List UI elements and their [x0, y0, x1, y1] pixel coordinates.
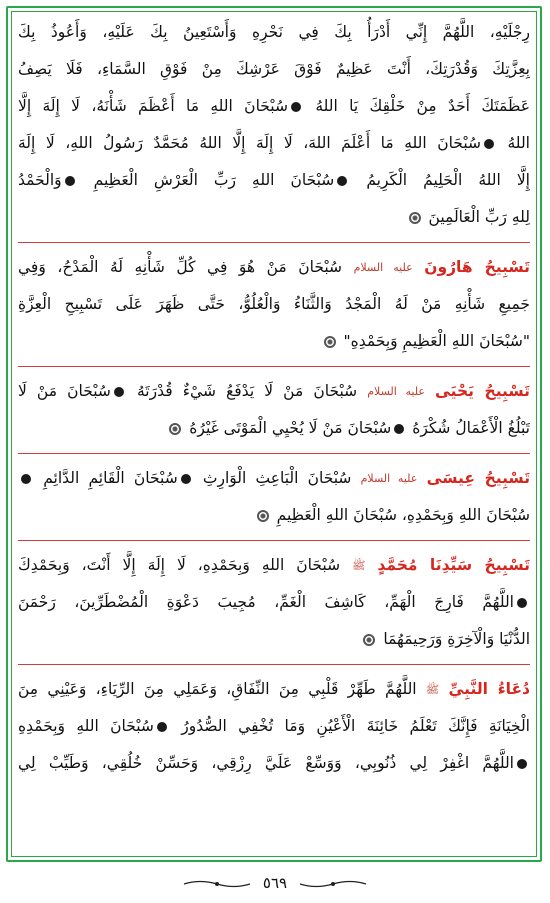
body-text: رِجْلَيْهِ، اللَّهُمَّ إِنِّي أَدْرَأُ بِكَ فِي نَحْرِهِ وَأَسْتَعِينُ بِكَ عَلَيْهِ، وَأَعُوذُ بِكَ — [18, 23, 530, 41]
separator-dot-icon — [157, 722, 167, 732]
body-text: الدُّنْيَا وَالْآخِرَةِ وَرَحِيمَهُمَا — [383, 630, 530, 648]
text-line — [18, 621, 530, 658]
text-line — [18, 199, 530, 236]
text-line — [18, 323, 530, 360]
separator-dot-icon — [114, 387, 124, 397]
separator-dot-icon — [181, 474, 191, 484]
text-line — [18, 88, 530, 125]
section-3 — [18, 460, 530, 541]
text-line — [18, 410, 530, 447]
left-ornament-icon — [182, 879, 252, 889]
separator-dot-icon — [517, 598, 527, 608]
body-text: سُبْحَانَ اللهِ مَا أَعْلَمَ اللهَ، لَا إِلَهَ إِلَّا اللهُ مُحَمَّدٌ رَسُولُ اللهِ، لَا إِلَهَ — [18, 134, 481, 152]
page-footer — [0, 868, 550, 898]
section-heading: تَسْبِيحُ هَارُونَ — [424, 258, 530, 277]
body-text: سُبْحَانَ الْبَاعِثِ الْوَارِثِ — [202, 469, 352, 488]
body-text: اللهُ — [507, 134, 530, 152]
body-text: لِلهِ رَبِّ الْعَالَمِينَ — [428, 208, 530, 226]
text-line — [18, 497, 530, 534]
honorific: عليه السلام — [367, 385, 425, 398]
body-text: بِعِزَّتِكَ وَقُدْرَتِكَ، أَنْتَ عَظِيمٌ فَوْقَ عَرْشِكَ مِنْ فَوْقِ السَّمَاءِ، فَلَا يَصِفُ — [18, 60, 530, 78]
text-line — [18, 745, 530, 782]
body-text: سُبْحَانَ مَنْ هُوَ فِي كُلِّ شَأْنِهِ لَهُ الْمَدْحُ، وَفِي — [18, 258, 343, 277]
body-text: الْخِيَانَةِ فَإِنَّكَ تَعْلَمُ خَائِنَةَ الْأَعْيُنِ وَمَا تُخْفِي الصُّدُورُ — [181, 717, 530, 735]
body-text: عَظَمَتَكَ أَحَدٌ مِنْ خَلْقِكَ يَا اللهُ — [315, 97, 530, 115]
body-text: وَالْحَمْدُ — [18, 171, 62, 189]
text-line — [18, 249, 530, 286]
separator-dot-icon — [65, 176, 75, 186]
section-0 — [18, 14, 530, 243]
text-line — [18, 708, 530, 745]
separator-dot-icon — [21, 474, 31, 484]
body-text: اللَّهُمَّ اغْفِرْ لِي ذُنُوبِي، وَوَسِّعْ عَلَيَّ رِزْقِي، وَحَسِّنْ خُلُقِي، وَطَيِّبْ لِي — [18, 754, 514, 772]
text-line — [18, 373, 530, 410]
honorific: ﷺ — [425, 683, 440, 696]
body-text: سُبْحَانَ اللهِ وَبِحَمْدِهِ — [18, 717, 154, 735]
end-flower-icon — [409, 212, 421, 224]
end-flower-icon — [169, 423, 181, 435]
body-text: سُبْحَانَ اللهِ وَبِحَمْدِهِ، لَا إِلَهَ إِلَّا أَنْتَ، وَبِحَمْدِكَ — [18, 556, 341, 575]
end-flower-icon — [324, 336, 336, 348]
text-line — [18, 286, 530, 323]
text-line — [18, 162, 530, 199]
end-flower-icon — [257, 510, 269, 522]
body-text: إِلَّا اللهُ الْحَلِيمُ الْكَرِيمُ — [366, 171, 530, 189]
body-text: اللَّهُمَّ فَارِجَ الْهَمِّ، كَاشِفَ الْغَمِّ، مُجِيبَ دَعْوَةِ الْمُضْطَرِّينَ، رَحْمَنَ — [18, 593, 514, 611]
text-line — [18, 460, 530, 497]
section-heading: تَسْبِيحُ عِيسَى — [426, 469, 530, 488]
separator-dot-icon — [517, 759, 527, 769]
body-text: "سُبْحَانَ اللهِ الْعَظِيمِ وَبِحَمْدِهِ" — [343, 332, 530, 350]
honorific: ﷺ — [352, 559, 366, 572]
section-5 — [18, 671, 530, 788]
section-1 — [18, 249, 530, 367]
body-text: سُبْحَانَ مَنْ لَا يُحْيِي الْمَوْتَى غَيْرُهُ — [189, 419, 392, 437]
section-heading: تَسْبِيحُ يَحْيَى — [435, 382, 530, 401]
section-heading: تَسْبِيحُ سَيِّدِنَا مُحَمَّدٍ — [377, 556, 530, 575]
page-content — [18, 14, 530, 850]
body-text: تَبْلُغُ الْأَعْمَالُ شُكْرَهُ — [412, 419, 530, 437]
honorific: عليه السلام — [360, 472, 418, 485]
body-text: سُبْحَانَ الْقَائِمِ الدَّائِمِ — [43, 469, 178, 488]
section-heading: دُعَاءُ النَّبِيِّ — [448, 680, 530, 699]
text-line — [18, 584, 530, 621]
text-line — [18, 547, 530, 584]
text-line — [18, 671, 530, 708]
body-text: جَمِيعِ شَأْنِهِ مَنْ لَهُ الْمَجْدُ وَالثَّنَاءُ وَالْعُلُوُّ، حَتَّى ظَهَرَ عَلَى تَسْبِيحِ الْعِزَّةِ — [18, 295, 530, 313]
text-line — [18, 125, 530, 162]
text-line — [18, 51, 530, 88]
page-number: ٥٦٩ — [262, 874, 288, 892]
section-4 — [18, 547, 530, 665]
honorific: عليه السلام — [353, 261, 413, 274]
section-2 — [18, 373, 530, 454]
body-text: سُبْحَانَ مَنْ لَا يَدْفَعُ شَيْءٌ قُدْرَتَهُ — [137, 382, 358, 401]
body-text: سُبْحَانَ اللهِ وَبِحَمْدِهِ، سُبْحَانَ اللهِ الْعَظِيمِ — [276, 506, 530, 524]
body-text: سُبْحَانَ اللهِ رَبِّ الْعَرْشِ الْعَظِيمِ — [93, 171, 335, 189]
body-text: سُبْحَانَ مَنْ لَا — [18, 382, 111, 401]
separator-dot-icon — [484, 139, 494, 149]
right-ornament-icon — [298, 879, 368, 889]
separator-dot-icon — [394, 424, 404, 434]
separator-dot-icon — [291, 102, 301, 112]
body-text: سُبْحَانَ اللهِ مَا أَعْظَمَ شَأْنَهُ، لَا إِلَهَ إِلَّا — [18, 97, 288, 115]
body-text: اللَّهُمَّ طَهِّرْ قَلْبِي مِنَ النِّفَاقِ، وَعَمَلِي مِنَ الرِّيَاءِ، وَعَيْنِي مِنَ — [18, 680, 417, 699]
text-line — [18, 14, 530, 51]
end-flower-icon — [363, 634, 375, 646]
separator-dot-icon — [337, 176, 347, 186]
